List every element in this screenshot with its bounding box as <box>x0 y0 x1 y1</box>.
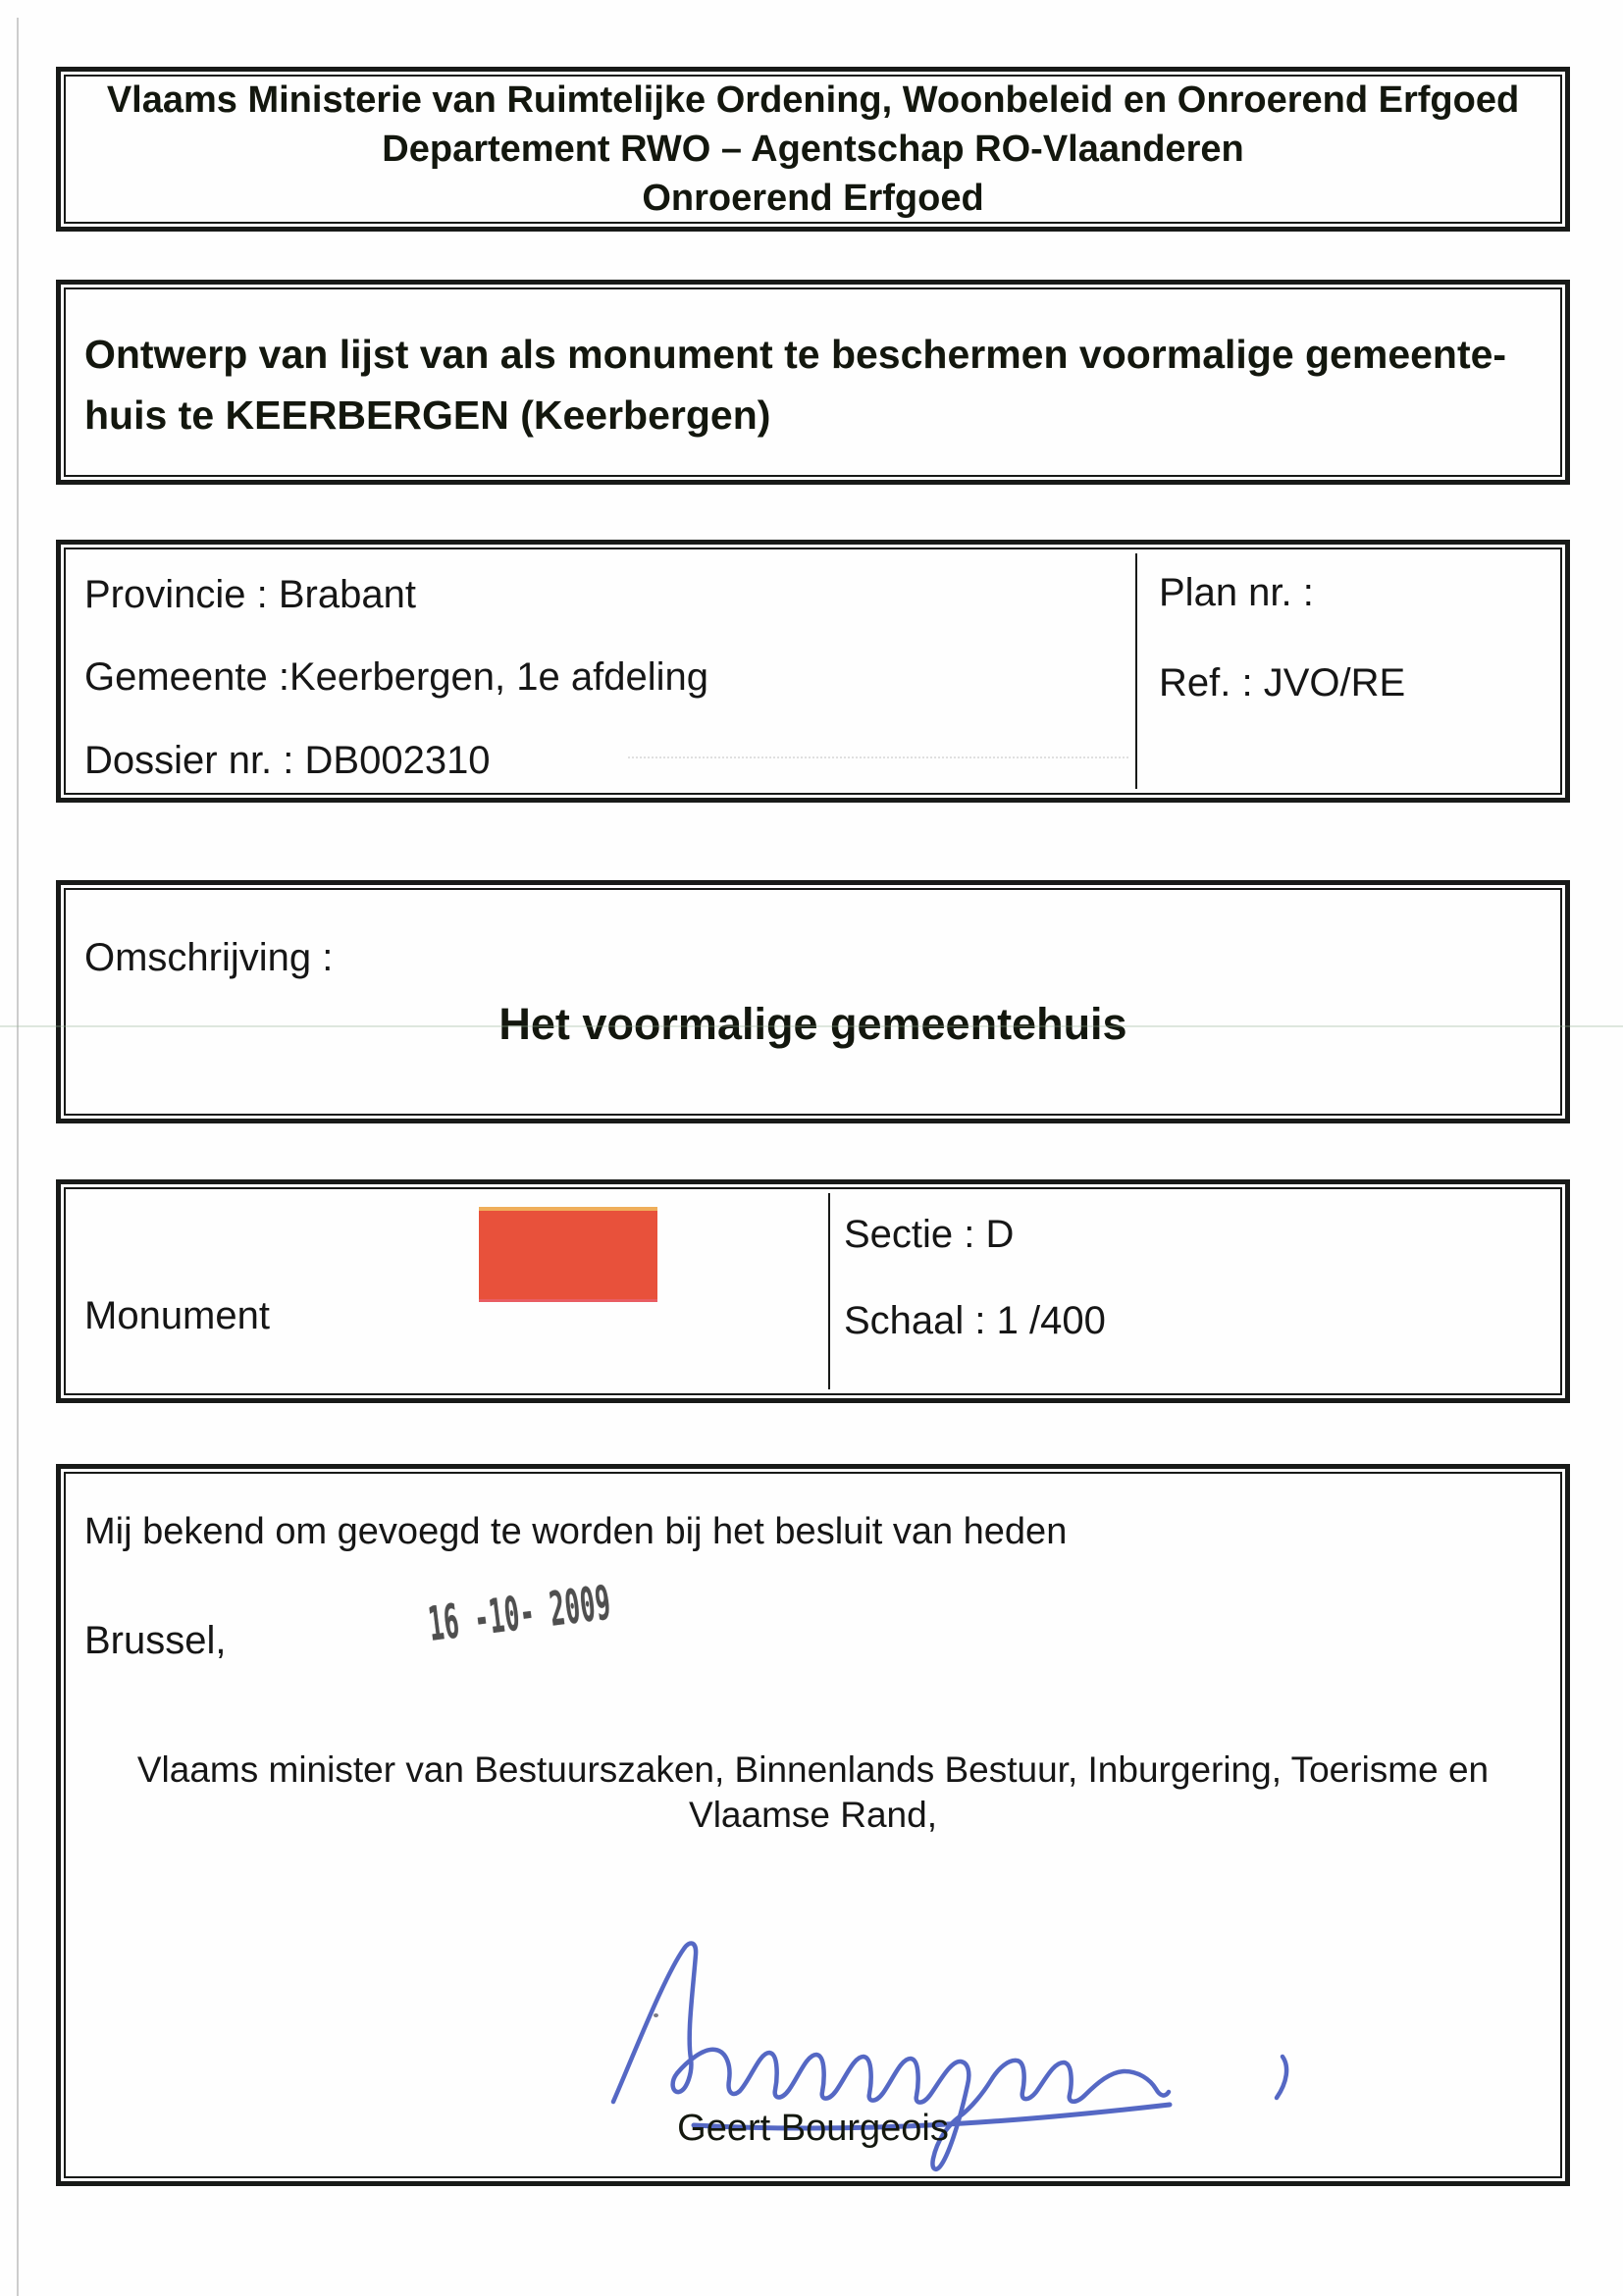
legend-column-divider <box>828 1193 830 1389</box>
department-name: Departement RWO – Agentschap RO-Vlaanderen <box>382 129 1244 170</box>
schaal-value: Schaal : 1 /400 <box>844 1299 1106 1342</box>
municipality-row: Gemeente :Keerbergen, 1e afdeling <box>84 655 708 699</box>
subject-line-2: huis te KEERBERGEN (Keerbergen) <box>84 392 771 438</box>
subject-line-1: Ontwerp van lijst van als monument te beschermen voormalige gemeente- <box>84 332 1507 377</box>
ministry-header-box <box>56 67 1570 232</box>
monument-label: Monument <box>84 1294 270 1337</box>
dossier-row: Dossier nr. : DB002310 <box>84 739 491 782</box>
sectie-value: Sectie : D <box>844 1213 1015 1256</box>
scan-dashed-line-artifact <box>628 757 1128 758</box>
monument-color-swatch <box>479 1207 657 1302</box>
minister-title <box>61 1748 1565 1838</box>
info-box <box>56 540 1570 803</box>
statement-text: Mij bekend om gevoegd te worden bij het besluit van heden <box>84 1511 1068 1552</box>
minister-title-line-2: Vlaamse Rand, <box>689 1795 937 1835</box>
scan-edge-line-artifact <box>17 18 19 2296</box>
minister-title-line-1: Vlaams minister van Bestuurszaken, Binnenlands Bestuur, Inburgering, Toerisme en <box>136 1749 1490 1790</box>
scan-horizontal-line-artifact <box>0 1025 1623 1027</box>
pen-dot-artifact <box>654 2013 658 2017</box>
reference-row: Ref. : JVO/RE <box>1159 661 1406 704</box>
info-column-divider <box>1135 553 1137 789</box>
signing-box <box>56 1464 1570 2186</box>
subject-box <box>56 280 1570 485</box>
date-stamp: 16 -10- 2009 <box>425 1575 614 1652</box>
description-box <box>56 880 1570 1123</box>
agency-name: Onroerend Erfgoed <box>642 178 984 219</box>
signature-comma-mark <box>1277 2057 1286 2098</box>
legend-box <box>56 1179 1570 1403</box>
plan-number-row: Plan nr. : <box>1159 571 1314 614</box>
description-label: Omschrijving : <box>84 936 334 979</box>
province-row: Provincie : Brabant <box>84 573 416 616</box>
place-label: Brussel, <box>84 1619 227 1662</box>
signer-name: Geert Bourgeois <box>677 2108 949 2149</box>
description-title: Het voormalige gemeentehuis <box>498 999 1127 1049</box>
ministry-name: Vlaams Ministerie van Ruimtelijke Ordening, Woonbeleid en Onroerend Erfgoed <box>106 79 1520 121</box>
